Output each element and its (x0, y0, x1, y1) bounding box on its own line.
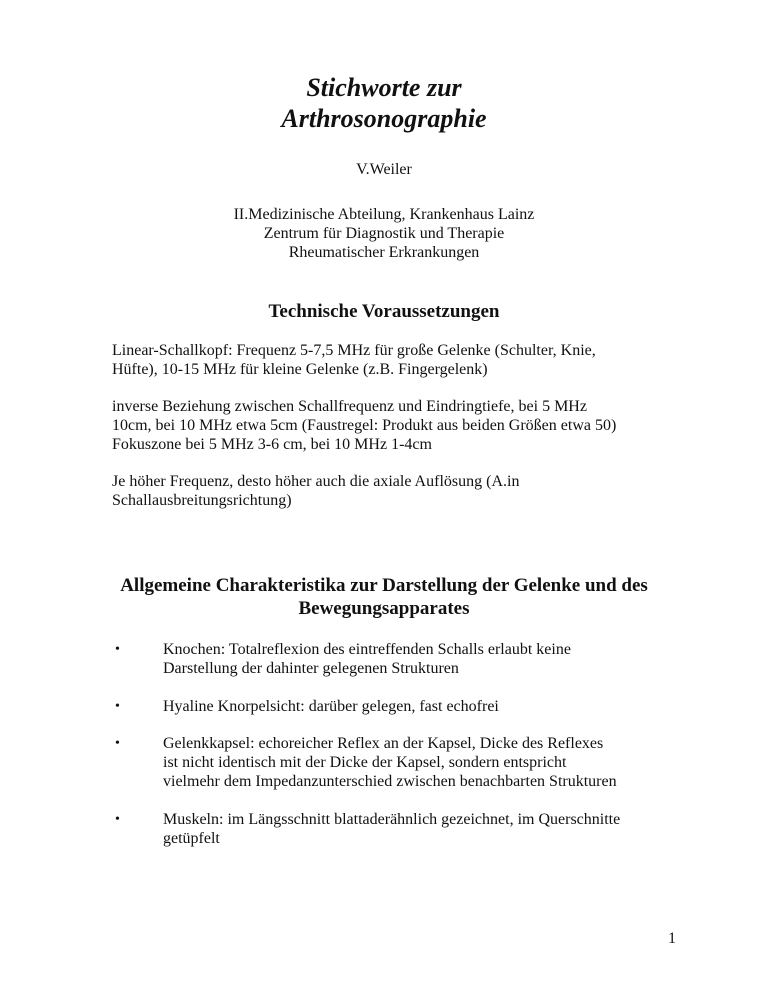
document-title (0, 72, 768, 134)
affiliation-line-2: Zentrum für Diagnostik und Therapie (263, 225, 505, 242)
page-number: 1 (668, 930, 676, 947)
list-item-line: Muskeln: im Längsschnitt blattaderähnlich gezeichnet, im Querschnitte (163, 811, 621, 828)
bullet-icon: • (115, 642, 120, 657)
affiliation-line-3: Rheumatischer Erkrankungen (288, 244, 480, 261)
list-item-text (163, 810, 723, 848)
paragraph-eindringtiefe (112, 397, 712, 454)
author: V.Weiler (356, 161, 412, 178)
section-heading-allgemeine-charakteristika (0, 574, 768, 620)
list-item-text (163, 734, 723, 791)
list-item-text (163, 697, 723, 716)
heading-line-1: Allgemeine Charakteristika zur Darstellung der Gelenke und des (120, 575, 648, 596)
list-item-line: Hyaline Knorpelsicht: darüber gelegen, fast echofrei (163, 698, 499, 715)
paragraph-line: Schallausbreitungsrichtung) (112, 492, 292, 509)
section-heading-technische-voraussetzungen: Technische Voraussetzungen (268, 301, 500, 322)
bullet-icon: • (115, 812, 120, 827)
bullet-icon: • (115, 699, 120, 714)
list-item-line: getüpfelt (163, 830, 220, 847)
affiliation-line-1: II.Medizinische Abteilung, Krankenhaus Lainz (233, 206, 535, 223)
paragraph-line: Linear-Schallkopf: Frequenz 5-7,5 MHz für große Gelenke (Schulter, Knie, (112, 342, 596, 359)
list-item-text (163, 640, 723, 678)
paragraph-aufloesung (112, 472, 712, 510)
heading-line-2: Bewegungsapparates (298, 598, 470, 619)
paragraph-line: inverse Beziehung zwischen Schallfrequenz und Eindringtiefe, bei 5 MHz (112, 398, 587, 415)
list-item-line: Darstellung der dahinter gelegenen Strukturen (163, 660, 459, 677)
list-item-line: Gelenkkapsel: echoreicher Reflex an der Kapsel, Dicke des Reflexes (163, 735, 604, 752)
list-item-line: vielmehr dem Impedanzunterschied zwischen benachbarten Strukturen (163, 773, 617, 790)
paragraph-line: 10cm, bei 10 MHz etwa 5cm (Faustregel: Produkt aus beiden Größen etwa 50) (112, 417, 617, 434)
list-item-line: Knochen: Totalreflexion des eintreffenden Schalls erlaubt keine (163, 641, 571, 658)
paragraph-schallkopf (112, 341, 712, 379)
paragraph-line: Hüfte), 10-15 MHz für kleine Gelenke (z.B. Fingergelenk) (112, 361, 488, 378)
paragraph-line: Je höher Frequenz, desto höher auch die axiale Auflösung (A.in (112, 473, 520, 490)
title-line-1: Stichworte zur (306, 73, 462, 102)
list-item-line: ist nicht identisch mit der Dicke der Kapsel, sondern entspricht (163, 754, 567, 771)
bullet-icon: • (115, 736, 120, 751)
affiliation (0, 205, 768, 262)
title-line-2: Arthrosonographie (281, 104, 487, 133)
paragraph-line: Fokuszone bei 5 MHz 3-6 cm, bei 10 MHz 1-4cm (112, 436, 432, 453)
